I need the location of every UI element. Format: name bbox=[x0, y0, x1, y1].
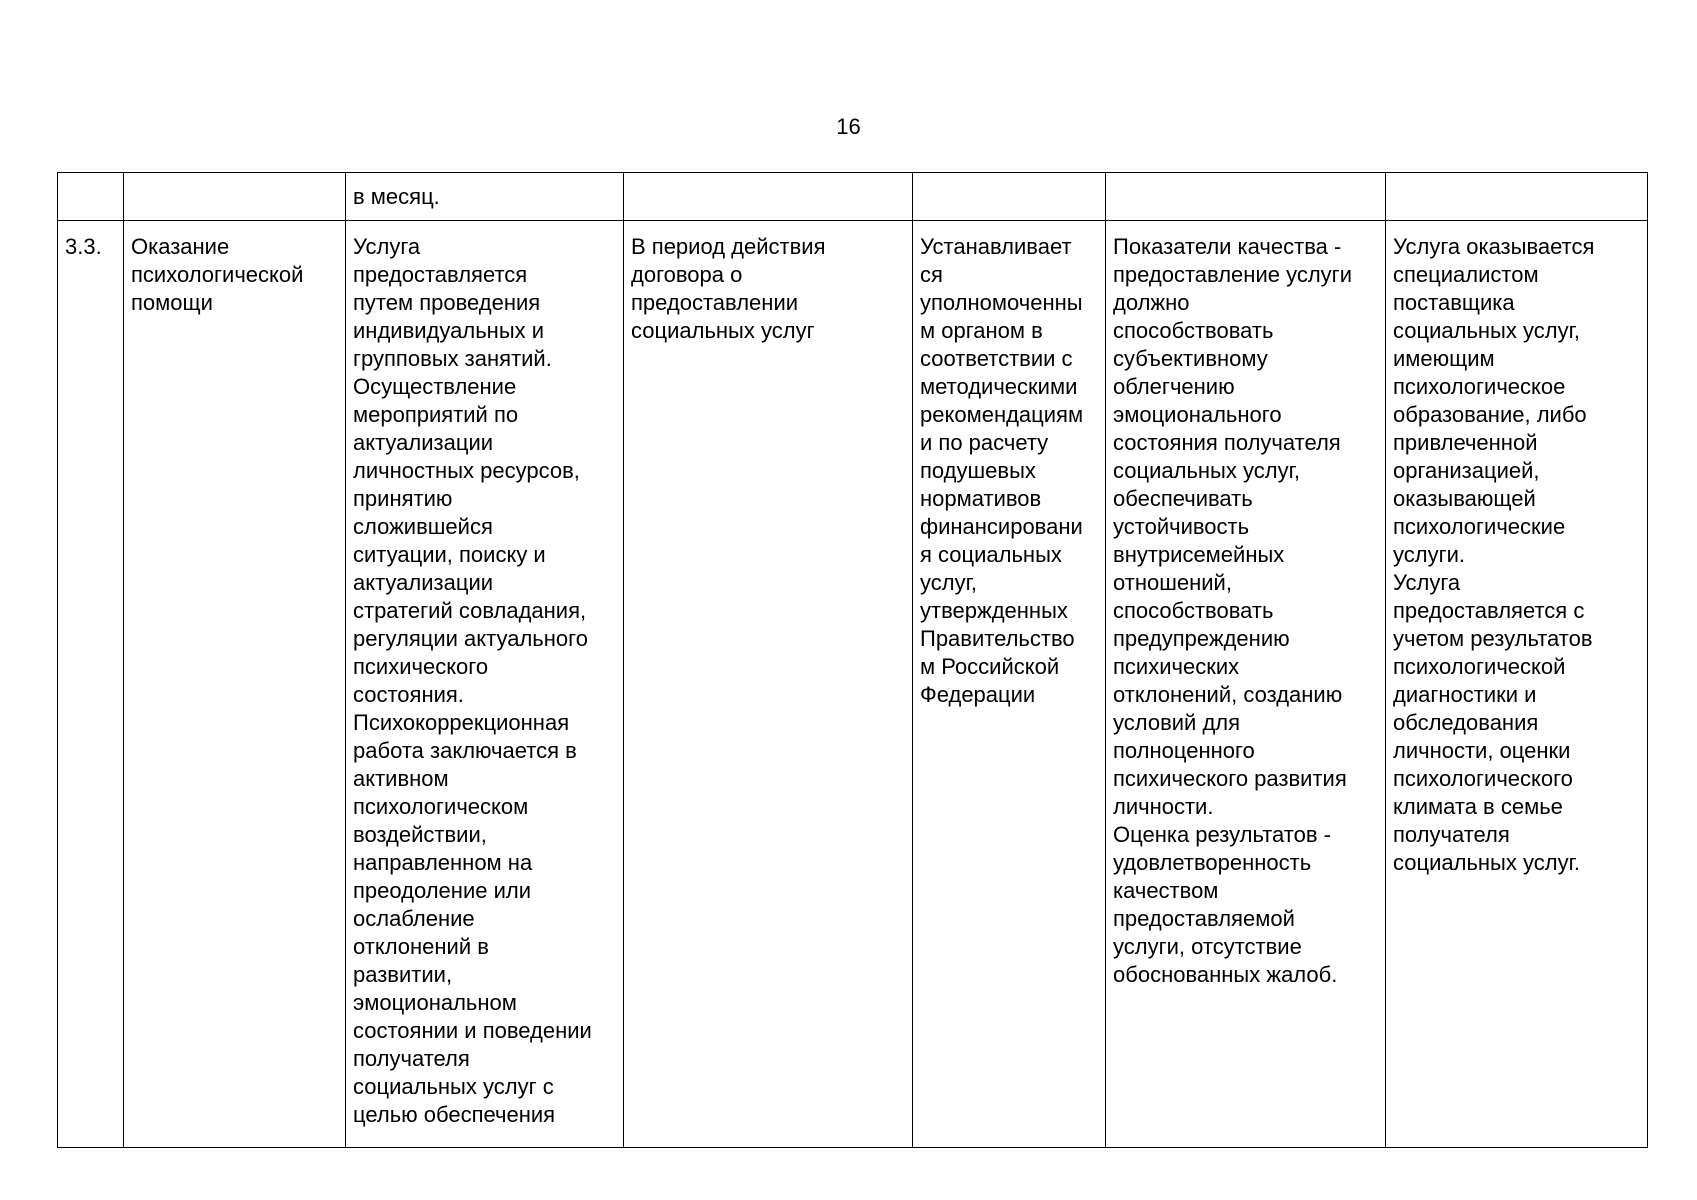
cell-quality: Показатели качества - предоставление услуги должно способствовать субъективному облегчению эмоционального состояния получателя социальных услуг, обеспечивать устойчивость внутрисемейных отношений, способствовать предупреждению психических отклонений, созданию условий для полноценного психического развития личности. Оценка результатов - удовлетворенность качеством предоставляемой услуги, отсутствие обоснованных жалоб. bbox=[1106, 221, 1386, 1148]
cell-tariff: Устанавливает ся уполномоченны м органом в соответствии с методическими рекомендациям и по расчету подушевых нормативов финансировани я социальных услуг, утвержденных Правительство м Российской Федерации bbox=[913, 221, 1106, 1148]
cell-number: 3.3. bbox=[58, 221, 124, 1148]
cell-conditions bbox=[1386, 173, 1648, 221]
table-row bbox=[58, 221, 1648, 1148]
cell-service-name bbox=[124, 173, 346, 221]
cell-period bbox=[624, 173, 913, 221]
cell-tariff bbox=[913, 173, 1106, 221]
cell-period: В период действия договора о предоставлении социальных услуг bbox=[624, 221, 913, 1148]
cell-description: Услуга предоставляется путем проведения индивидуальных и групповых занятий. Осуществление мероприятий по актуализации личностных ресурсов, принятию сложившейся ситуации, поиску и актуализации стратегий совладания, регуляции актуального психического состояния. Психокоррекционная работа заключается в активном психологическом воздействии, направленном на преодоление или ослабление отклонений в развитии, эмоциональном состоянии и поведении получателя социальных услуг с целью обеспечения bbox=[346, 221, 624, 1148]
page-number: 16 bbox=[836, 114, 861, 139]
cell-conditions: Услуга оказывается специалистом поставщика социальных услуг, имеющим психологическое образование, либо привлеченной организацией, оказывающей психологические услуги. Услуга предоставляется с учетом результатов психологической диагностики и обследования личности, оценки психологического климата в семье получателя социальных услуг. bbox=[1386, 221, 1648, 1148]
cell-quality bbox=[1106, 173, 1386, 221]
services-table bbox=[57, 172, 1648, 1148]
cell-service-name: Оказание психологической помощи bbox=[124, 221, 346, 1148]
cell-description: в месяц. bbox=[346, 173, 624, 221]
cell-number bbox=[58, 173, 124, 221]
table-row bbox=[58, 173, 1648, 221]
